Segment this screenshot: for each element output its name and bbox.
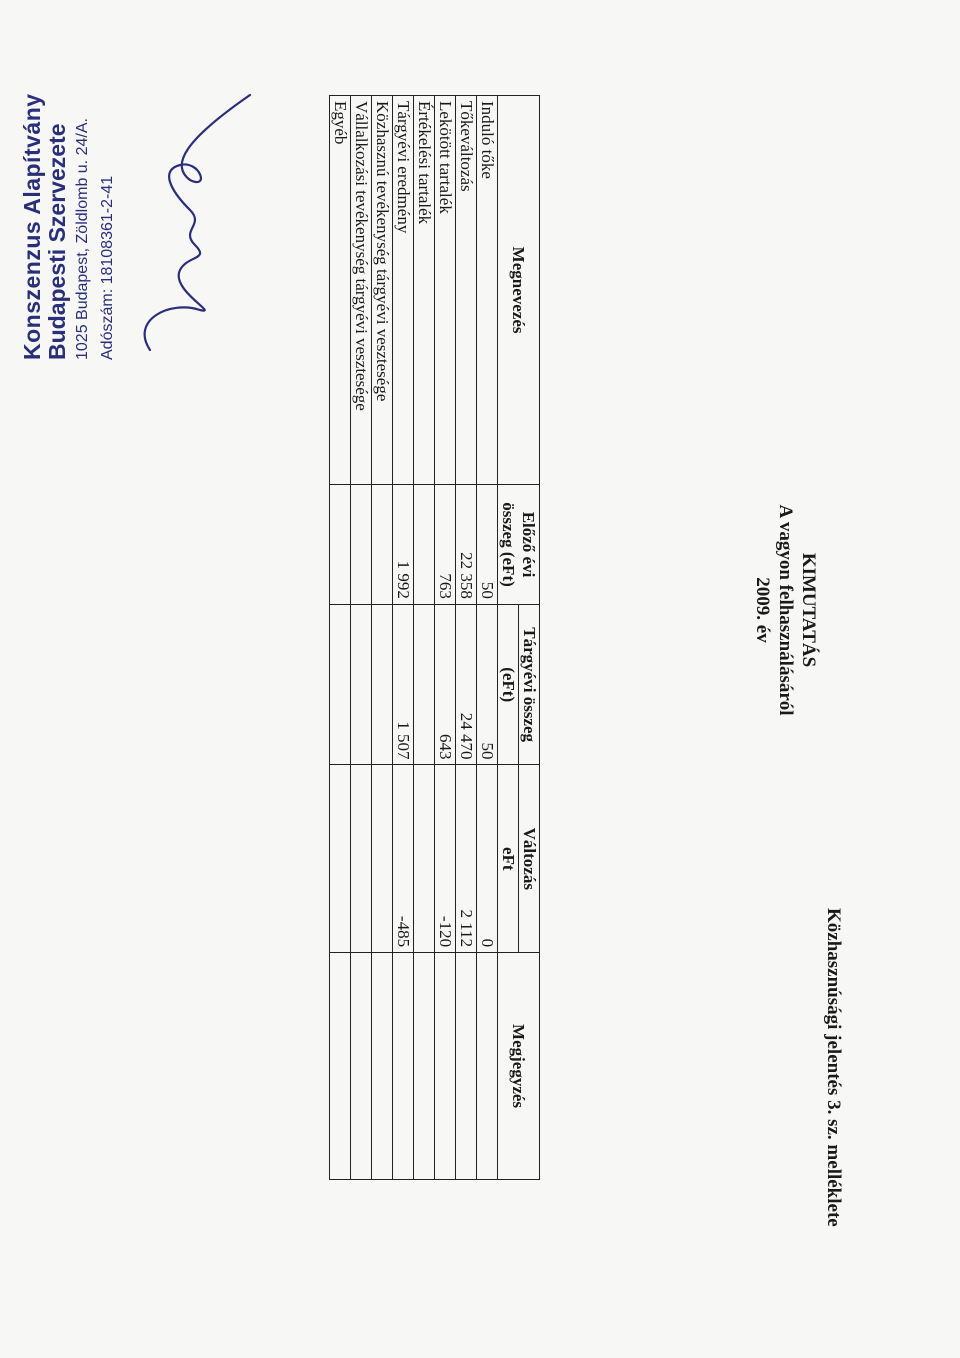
annex-label: Közhasznúsági jelentés 3. sz. melléklete (823, 908, 844, 1227)
row-current (372, 604, 393, 765)
row-current: 1 507 (393, 604, 414, 765)
row-name: Tőkeváltozás (456, 96, 477, 485)
stamp-address: 1025 Budapest, Zöldlomb u. 24/A. (74, 118, 91, 360)
row-prev (351, 485, 372, 605)
row-note (435, 953, 456, 1180)
header-current-unit: (eFt) (498, 604, 519, 765)
row-change: 2 112 (456, 765, 477, 953)
row-change (372, 765, 393, 953)
row-prev: 50 (477, 485, 498, 605)
row-note (456, 953, 477, 1180)
row-prev (330, 485, 351, 605)
signature-stroke (145, 95, 250, 350)
header-change-unit: eFt (498, 765, 519, 953)
signature-graphic (110, 80, 260, 380)
row-note (477, 953, 498, 1180)
row-current (330, 604, 351, 765)
row-note (393, 953, 414, 1180)
header-current: Tárgyévi összeg (519, 604, 540, 765)
row-change: -485 (393, 765, 414, 953)
table-row (351, 96, 372, 1180)
stamp-org-unit: Budapesti Szervezete (44, 123, 70, 360)
header-prev: Előző évi összeg (eFt) (498, 485, 540, 605)
table-row (414, 96, 435, 1180)
row-prev (414, 485, 435, 605)
table-row (330, 96, 351, 1180)
row-prev (372, 485, 393, 605)
row-change: 0 (477, 765, 498, 953)
organization-stamp (10, 80, 260, 380)
row-current (351, 604, 372, 765)
title-main: KIMUTATÁS (798, 552, 819, 668)
header-change: Változás (519, 765, 540, 953)
table-row (477, 96, 498, 1180)
row-prev: 763 (435, 485, 456, 605)
title-year: 2009. év (752, 577, 773, 643)
table-row (393, 96, 414, 1180)
row-change (330, 765, 351, 953)
row-prev: 1 992 (393, 485, 414, 605)
row-change: -120 (435, 765, 456, 953)
row-note (330, 953, 351, 1180)
asset-usage-table (329, 95, 540, 1180)
row-name: Értékelési tartalék (414, 96, 435, 485)
row-current: 643 (435, 604, 456, 765)
table-header-row (519, 96, 540, 1180)
title-subtitle: A vagyon felhasználásáról (775, 504, 796, 716)
row-name: Egyéb (330, 96, 351, 485)
title-block (751, 430, 820, 790)
header-name: Megnevezés (498, 96, 540, 485)
row-name: Vállalkozási tevékenység tárgyévi vesztesége (351, 96, 372, 485)
row-name: Lekötött tartalék (435, 96, 456, 485)
row-change (351, 765, 372, 953)
stamp-tax-number: Adószám: 18108361-2-41 (99, 175, 116, 360)
row-name: Közhasznú tevékenység tárgyévi vesztesége (372, 96, 393, 485)
row-prev: 22 358 (456, 485, 477, 605)
row-name: Tárgyévi eredmény (393, 96, 414, 485)
row-change (414, 765, 435, 953)
row-note (372, 953, 393, 1180)
table-row (456, 96, 477, 1180)
row-current: 24 470 (456, 604, 477, 765)
row-name: Induló tőke (477, 96, 498, 485)
stamp-org-name: Konszenzus Alapítvány (19, 93, 45, 360)
row-note (351, 953, 372, 1180)
row-current: 50 (477, 604, 498, 765)
row-current (414, 604, 435, 765)
table-row (372, 96, 393, 1180)
table-row (435, 96, 456, 1180)
header-note: Megjegyzés (498, 953, 540, 1180)
row-note (414, 953, 435, 1180)
